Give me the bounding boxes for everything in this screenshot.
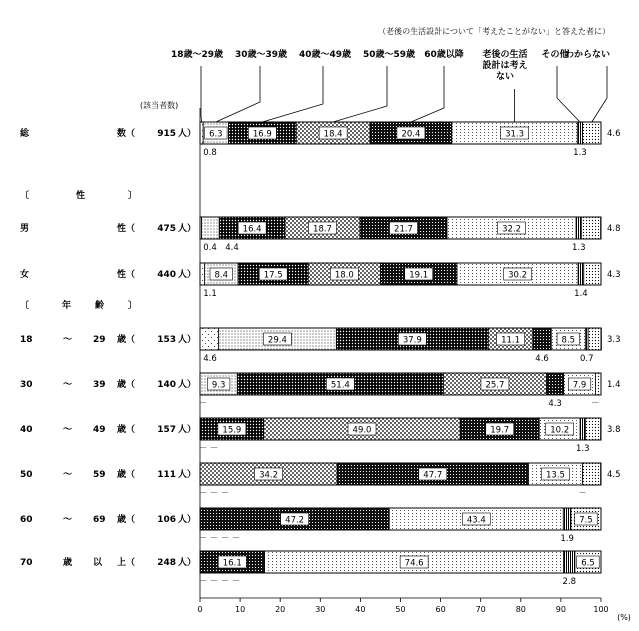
- data-label: 51.4: [330, 380, 350, 391]
- legend-leader-line: [201, 66, 202, 122]
- bar-segment: [533, 328, 551, 350]
- legend-label: 老後の生活: [482, 50, 528, 60]
- row-count-unit: 人）: [178, 129, 197, 139]
- below-label: －: [231, 534, 241, 544]
- legend-label: その他: [541, 50, 569, 60]
- x-tick-label: 0: [197, 605, 203, 614]
- data-label: 49.0: [352, 425, 372, 436]
- data-label: 15.9: [222, 425, 242, 436]
- below-label: 1.4: [574, 289, 588, 299]
- legend-label: わからない: [564, 50, 610, 60]
- data-label: 29.4: [267, 335, 287, 346]
- below-label: －: [198, 577, 208, 587]
- row-count-unit: 人）: [178, 270, 197, 280]
- legend-label: ない: [495, 72, 515, 82]
- below-label: 4.6: [203, 354, 217, 364]
- row-label: 歳: [63, 558, 73, 568]
- group-header: 〕: [128, 191, 138, 201]
- below-label: 2.8: [562, 577, 577, 587]
- bar-segment: [583, 122, 601, 144]
- row-label: ～: [63, 380, 73, 390]
- right-label: 4.6: [607, 129, 621, 139]
- below-label: 1.1: [203, 289, 217, 299]
- legend-label: 18歳～29歳: [170, 50, 224, 60]
- data-label: 43.4: [466, 515, 486, 526]
- legend-leader-line: [262, 66, 323, 122]
- row-label: 歳（: [117, 335, 136, 345]
- bar-segment: [563, 508, 571, 530]
- row-label: 数（: [117, 129, 136, 139]
- legend-leader-line: [592, 66, 607, 122]
- data-label: 30.2: [508, 270, 528, 281]
- group-header: 年: [62, 301, 72, 311]
- row-count-unit: 人）: [178, 335, 197, 345]
- row-count-unit: 人）: [178, 380, 197, 390]
- bar-segment: [585, 328, 588, 350]
- x-tick-label: 30: [315, 605, 326, 614]
- legend-leader-line: [216, 66, 260, 122]
- x-tick-label: 60: [435, 605, 446, 614]
- row-count: 153: [157, 335, 176, 345]
- data-label: 18.4: [323, 129, 343, 140]
- row-label: 39: [93, 380, 106, 390]
- legend-label: 30歳～39歳: [234, 50, 288, 60]
- row-label: 歳（: [117, 515, 136, 525]
- data-label: 16.1: [222, 558, 242, 569]
- below-label: 0.7: [579, 354, 594, 364]
- data-label: 47.7: [423, 470, 443, 481]
- row-label: 上（: [117, 558, 136, 568]
- data-label: 7.9: [572, 380, 587, 391]
- data-label: 9.3: [211, 380, 226, 391]
- row-count-unit: 人）: [178, 224, 197, 234]
- bar-segment: [202, 217, 220, 239]
- legend-leader-line: [333, 66, 387, 122]
- data-label: 13.5: [546, 470, 565, 481]
- data-label: 34.2: [259, 470, 279, 481]
- bar-segment: [577, 122, 582, 144]
- right-label: 4.8: [607, 224, 621, 234]
- row-count: 157: [157, 425, 176, 435]
- row-count: 475: [157, 224, 176, 234]
- row-label: 女: [20, 270, 30, 280]
- data-label: 31.3: [505, 129, 525, 140]
- x-axis: [197, 108, 630, 622]
- bar-segment: [585, 418, 600, 440]
- bar-segment: [583, 463, 601, 485]
- row-label: 70: [20, 558, 33, 568]
- data-label: 17.5: [263, 270, 283, 281]
- bar-segment: [595, 373, 601, 395]
- bar-segment: [200, 263, 204, 285]
- data-label: 8.5: [561, 335, 576, 346]
- data-label: 19.7: [490, 425, 510, 436]
- group-header: 性: [76, 191, 86, 201]
- below-label: 1.3: [573, 148, 587, 158]
- legend-label: 40歳～49歳: [298, 50, 352, 60]
- legend: [171, 48, 610, 82]
- right-label: 4.3: [607, 270, 621, 280]
- row-label: 50: [20, 470, 33, 480]
- x-axis-unit: (%): [617, 613, 631, 622]
- bar-segment: [200, 328, 218, 350]
- data-label: 7.5: [579, 515, 593, 526]
- below-label: －: [198, 534, 208, 544]
- x-tick-label: 40: [355, 605, 366, 614]
- below-label: －: [591, 399, 600, 409]
- legend-leader-lines: [201, 66, 607, 122]
- x-tick-label: 20: [275, 605, 286, 614]
- bar-segment: [584, 263, 601, 285]
- right-label: 3.3: [607, 335, 621, 345]
- row-label: ～: [63, 425, 73, 435]
- right-label: 1.4: [607, 380, 621, 390]
- data-label: 16.4: [242, 224, 262, 235]
- legend-leader-line: [411, 66, 444, 122]
- below-label: －: [198, 399, 208, 409]
- group-header: 齢: [95, 301, 105, 311]
- below-label: －: [209, 444, 219, 454]
- legend-leader-line: [557, 66, 580, 122]
- below-label: －: [220, 534, 230, 544]
- row-count-unit: 人）: [178, 425, 197, 435]
- below-label: 1.3: [575, 444, 590, 454]
- row-count-unit: 人）: [178, 558, 197, 568]
- below-label: －: [209, 534, 219, 544]
- below-label: 1.9: [560, 534, 574, 544]
- row-count: 248: [157, 558, 176, 568]
- row-label: 性（: [117, 270, 136, 280]
- below-label: 1.3: [571, 243, 586, 253]
- row-label: 60: [20, 515, 33, 525]
- row-label: 30: [20, 380, 33, 390]
- x-tick-label: 80: [515, 605, 526, 614]
- note-text: （老後の生活設計について「考えたことがない」と答えた者に）: [378, 27, 610, 36]
- group-header: 〔: [20, 301, 30, 311]
- right-label: 4.5: [607, 470, 621, 480]
- row-label: 18: [20, 335, 33, 345]
- legend-label: 60歳以降: [424, 50, 464, 60]
- below-label: －: [220, 577, 230, 587]
- row-label: 59: [93, 470, 106, 480]
- data-label: 18.0: [334, 270, 354, 281]
- row-label: 総: [20, 129, 30, 139]
- below-label: 4.6: [535, 354, 549, 364]
- row-label: 男: [20, 224, 30, 234]
- row-label: 歳（: [117, 470, 136, 480]
- row-count: 440: [157, 270, 176, 280]
- row-label: 歳（: [117, 380, 136, 390]
- group-header: 〔: [20, 191, 30, 201]
- data-label: 6.3: [209, 129, 223, 140]
- below-label: 0.8: [203, 148, 217, 158]
- data-label: 20.4: [401, 129, 421, 140]
- x-tick-label: 50: [395, 605, 406, 614]
- data-label: 10.2: [550, 425, 570, 436]
- bar-rows: [20, 122, 621, 587]
- below-label: －: [220, 489, 230, 499]
- data-label: 11.1: [501, 335, 521, 346]
- data-label: 21.7: [394, 224, 413, 235]
- row-count: 111: [157, 470, 176, 480]
- row-label: ～: [63, 470, 73, 480]
- legend-label: 設計は考え: [482, 61, 528, 71]
- x-tick-label: 90: [555, 605, 566, 614]
- row-label: ～: [63, 515, 73, 525]
- row-count: 915: [157, 129, 176, 139]
- data-label: 74.6: [404, 558, 424, 569]
- data-label: 32.2: [502, 224, 522, 235]
- bar-segment: [546, 373, 563, 395]
- row-label: 69: [93, 515, 106, 525]
- row-count: 140: [157, 380, 176, 390]
- below-label: 0.4: [203, 243, 217, 253]
- row-label: 49: [93, 425, 106, 435]
- data-label: 6.5: [581, 558, 595, 569]
- data-label: 47.2: [285, 515, 305, 526]
- below-label: 4.3: [548, 399, 562, 409]
- below-label: －: [578, 489, 587, 499]
- count-header: (該当者数): [140, 101, 179, 110]
- data-label: 19.1: [409, 270, 429, 281]
- bar-segment: [564, 551, 575, 573]
- bar-segment: [580, 418, 585, 440]
- x-tick-label: 100: [593, 605, 609, 614]
- below-label: －: [209, 577, 219, 587]
- bar-segment: [588, 328, 601, 350]
- right-label: 3.8: [607, 425, 621, 435]
- row-label: 40: [20, 425, 33, 435]
- row-count-unit: 人）: [178, 515, 197, 525]
- bar-segment: [576, 217, 581, 239]
- row-count-unit: 人）: [178, 470, 197, 480]
- row-label: 性（: [117, 224, 136, 234]
- row-label: 歳（: [117, 425, 136, 435]
- data-label: 25.7: [485, 380, 505, 391]
- legend-label: 50歳～59歳: [362, 50, 416, 60]
- x-tick-label: 70: [475, 605, 486, 614]
- below-label: －: [209, 489, 219, 499]
- row-count: 106: [157, 515, 176, 525]
- below-label: －: [198, 489, 208, 499]
- data-label: 18.7: [313, 224, 332, 235]
- data-label: 37.9: [402, 335, 422, 346]
- below-label: －: [198, 444, 208, 454]
- group-header: 〕: [128, 301, 138, 311]
- row-label: 以: [93, 558, 103, 568]
- row-label: 29: [93, 335, 106, 345]
- bar-segment: [581, 217, 600, 239]
- data-label: 8.4: [214, 270, 229, 281]
- x-tick-label: 10: [235, 605, 246, 614]
- data-label: 16.9: [252, 129, 272, 140]
- row-label: ～: [63, 335, 73, 345]
- below-label: －: [231, 577, 241, 587]
- bar-segment: [578, 263, 584, 285]
- below-label: 4.4: [225, 243, 239, 253]
